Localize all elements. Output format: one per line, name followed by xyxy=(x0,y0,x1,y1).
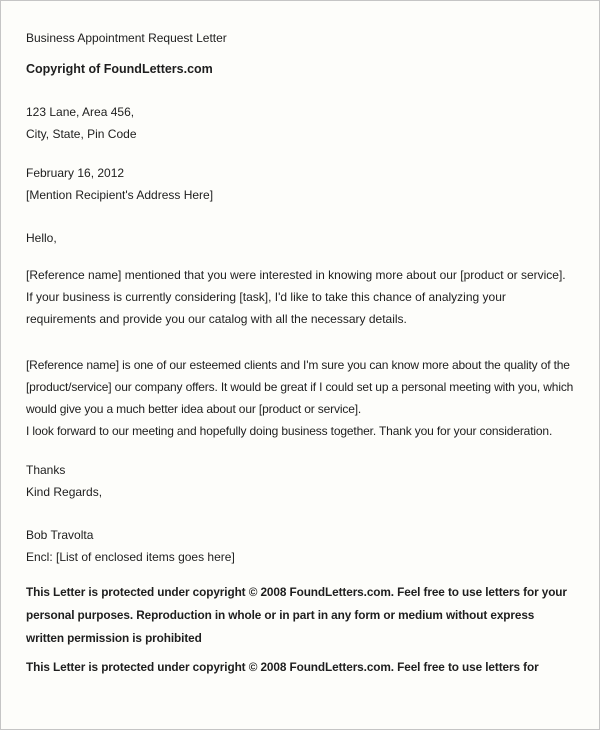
enclosure-line: Encl: [List of enclosed items goes here] xyxy=(26,550,235,564)
body-paragraph-1: [Reference name] mentioned that you were interested in knowing more about our [product or service]. If your business is currently considering [task], I'd like to take this chance of analyzing your requirements and provide you our catalog with all the necessary details. xyxy=(26,268,566,326)
letter-date: February 16, 2012 xyxy=(26,166,125,180)
signature-name: Bob Travolta xyxy=(26,528,94,542)
body-paragraph-2 xyxy=(26,354,574,442)
document-title: Business Appointment Request Letter xyxy=(26,31,227,45)
copyright-notice: This Letter is protected under copyright © 2008 FoundLetters.com. Feel free to use letters for your personal purposes. Reproduction in whole or in part in any form or medium without express written permission is prohibited xyxy=(26,585,567,645)
copyright-line: Copyright of FoundLetters.com xyxy=(26,62,213,76)
closing-thanks: Thanks xyxy=(26,463,66,477)
closing-block xyxy=(26,459,574,503)
sender-address-line-1: 123 Lane, Area 456, xyxy=(26,105,135,119)
sender-address-block xyxy=(26,101,574,145)
body-paragraph-2-sentences: [Reference name] is one of our esteemed clients and I'm sure you can know more about the quality of the [product/service] our company offers. It would be great if I could set up a personal meeting with you, which would give you a much better idea about our [product or service]. xyxy=(26,358,574,416)
signature-block xyxy=(26,524,574,568)
recipient-address-placeholder: [Mention Recipient's Address Here] xyxy=(26,188,214,202)
sender-address-line-2: City, State, Pin Code xyxy=(26,127,137,141)
closing-regards: Kind Regards, xyxy=(26,485,103,499)
body-paragraph-2-followup: I look forward to our meeting and hopefully doing business together. Thank you for your consideration. xyxy=(26,424,553,438)
date-recipient-block xyxy=(26,162,574,206)
salutation: Hello, xyxy=(26,231,57,245)
copyright-notice-repeat: This Letter is protected under copyright © 2008 FoundLetters.com. Feel free to use letters for xyxy=(26,660,539,674)
